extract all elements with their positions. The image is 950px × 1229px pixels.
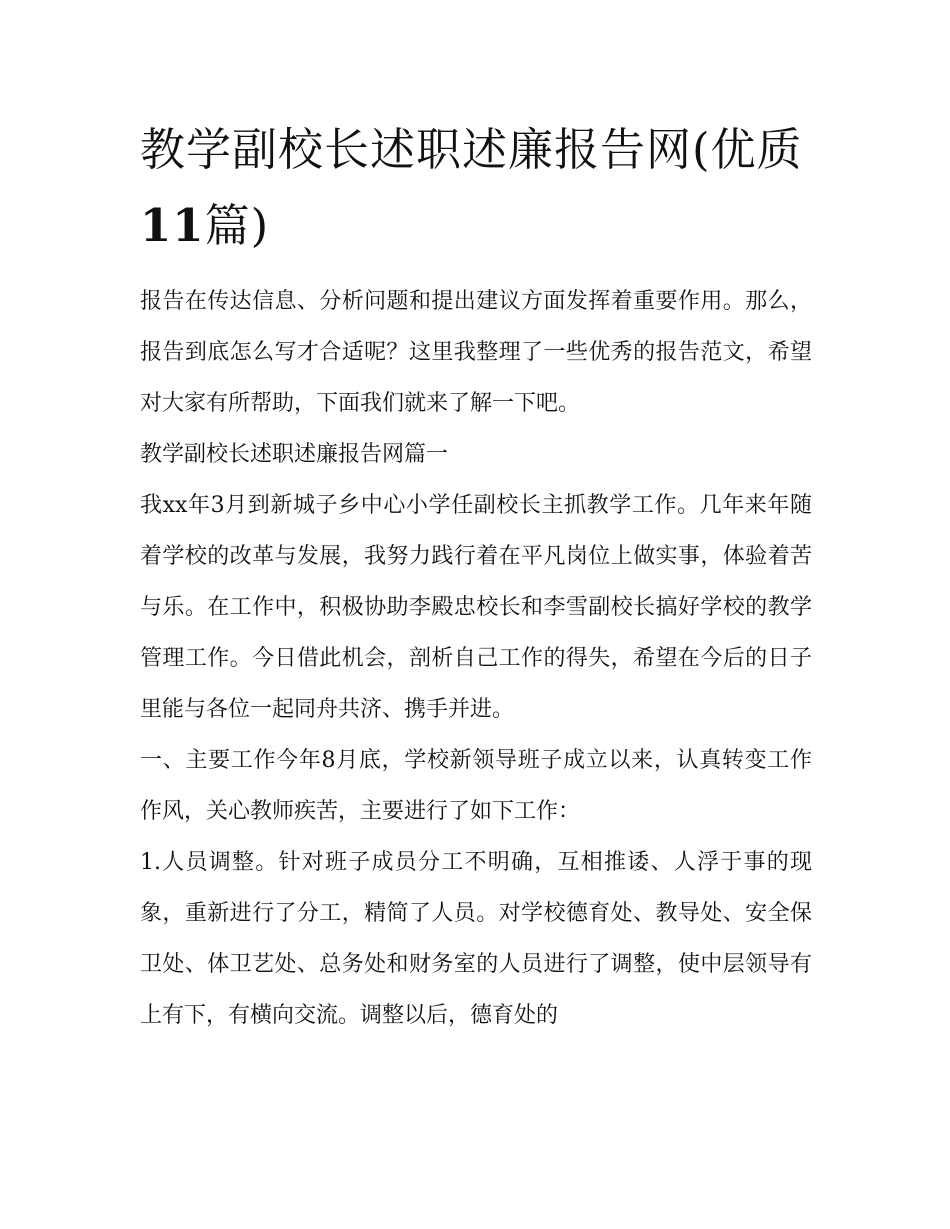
body-paragraph: 一、主要工作今年8月底，学校新领导班子成立以来，认真转变工作作风，关心教师疾苦，主要进行了如下工作： (140, 748, 812, 824)
intro-paragraph: 报告在传达信息、分析问题和提出建议方面发挥着重要作用。那么，报告到底怎么写才合适呢？这里我整理了一些优秀的报告范文，希望对大家有所帮助，下面我们就来了解一下吧。 (140, 289, 812, 416)
title-prefix: 教学副校长述职述廉报告网(优质 (140, 123, 803, 176)
document-title (140, 112, 812, 264)
document-body (140, 276, 812, 1041)
body-paragraph: 1.人员调整。针对班子成员分工不明确，互相推诿、人浮于事的现象，重新进行了分工，精简了人员。对学校德育处、教导处、安全保卫处、体卫艺处、总务处和财务室的人员进行了调整，使中层领导有上有下，有横向交流。调整以后，德育处的 (140, 850, 812, 1028)
body-paragraph: 我xx年3月到新城子乡中心小学任副校长主抓教学工作。几年来年随着学校的改革与发展，我努力践行着在平凡岗位上做实事，体验着苦与乐。在工作中，积极协助李殿忠校长和李雪副校长搞好学校的教学管理工作。今日借此机会，剖析自己工作的得失，希望在今后的日子里能与各位一起同舟共济、携手并进。 (140, 493, 812, 722)
title-suffix: 篇) (204, 199, 270, 252)
section-heading: 教学副校长述职述廉报告网篇一 (140, 442, 449, 467)
title-number: 11 (140, 199, 205, 252)
